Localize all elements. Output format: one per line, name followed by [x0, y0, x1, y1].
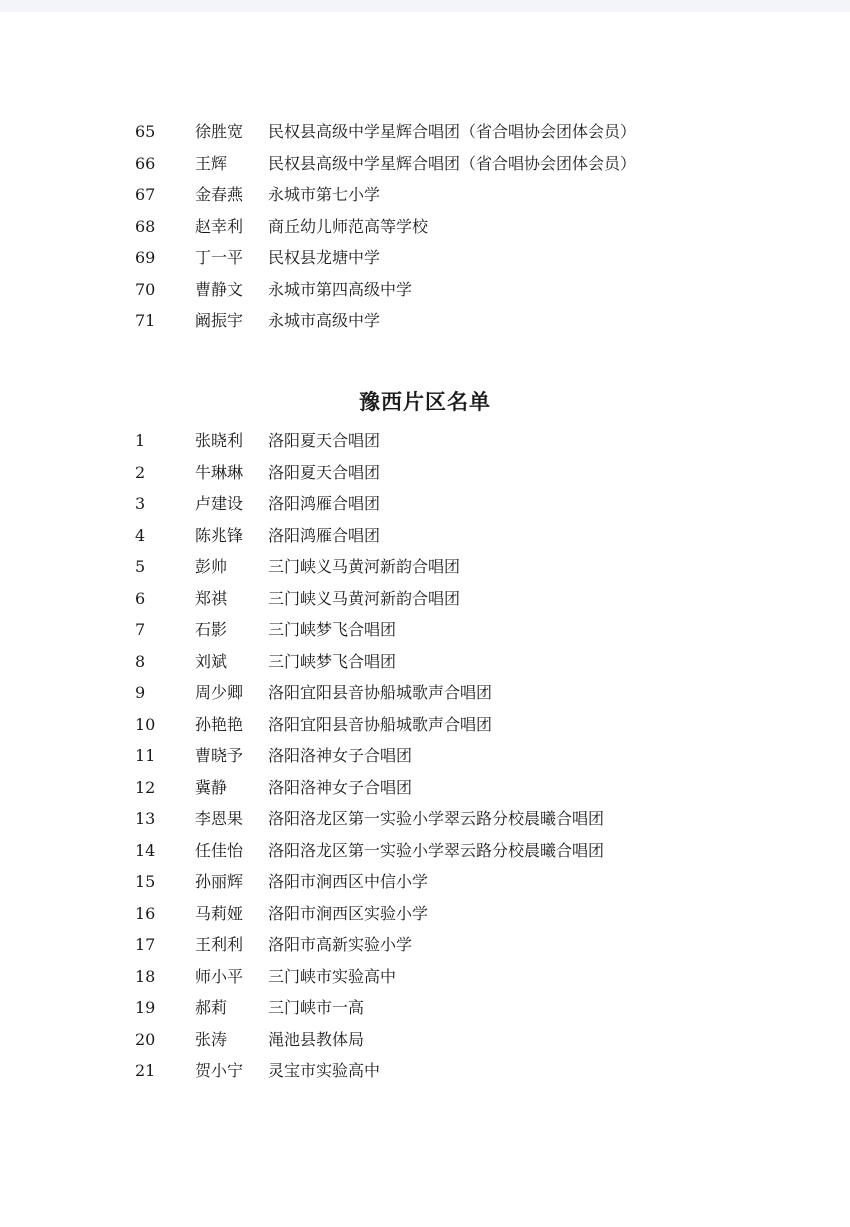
row-number: 6 — [135, 588, 146, 608]
table-row — [0, 614, 850, 646]
table-row — [0, 866, 850, 898]
member-name: 丁一平 — [195, 248, 244, 267]
table-row — [0, 1055, 850, 1087]
table-row — [0, 211, 850, 243]
member-name: 孙艳艳 — [195, 714, 244, 734]
row-number: 68 — [135, 216, 156, 236]
member-organization: 三门峡梦飞合唱团 — [268, 651, 397, 671]
member-organization: 民权县高级中学星辉合唱团（省合唱协会团体会员） — [268, 122, 637, 141]
member-organization: 洛阳宜阳县音协船城歌声合唱团 — [268, 683, 493, 702]
row-number: 70 — [135, 279, 156, 299]
table-row — [0, 835, 850, 867]
section-title: 豫西片区名单 — [359, 390, 491, 414]
row-number: 9 — [135, 683, 146, 702]
member-organization: 民权县高级中学星辉合唱团（省合唱协会团体会员） — [268, 153, 637, 173]
member-organization: 永城市第七小学 — [268, 185, 381, 204]
row-number: 5 — [135, 557, 146, 576]
row-number: 2 — [135, 462, 146, 482]
row-number: 4 — [135, 525, 146, 545]
row-number: 12 — [135, 777, 156, 797]
member-name: 金春燕 — [195, 185, 244, 204]
table-row — [0, 772, 850, 804]
member-name: 孙丽辉 — [195, 872, 244, 891]
member-name: 张晓利 — [195, 431, 244, 450]
member-name: 师小平 — [195, 966, 244, 986]
member-name: 赵幸利 — [195, 216, 244, 236]
member-organization: 三门峡梦飞合唱团 — [268, 620, 397, 639]
member-name: 曹静文 — [195, 279, 244, 299]
member-name: 彭帅 — [195, 557, 228, 576]
member-organization: 洛阳洛龙区第一实验小学翠云路分校晨曦合唱团 — [268, 809, 605, 828]
member-name: 王利利 — [195, 935, 244, 954]
member-name: 郑祺 — [195, 588, 228, 608]
table-row — [0, 803, 850, 835]
member-organization: 永城市高级中学 — [268, 311, 381, 330]
table-row — [0, 425, 850, 457]
member-organization: 洛阳鸿雁合唱团 — [268, 494, 381, 513]
table-row — [0, 929, 850, 961]
member-organization: 永城市第四高级中学 — [268, 279, 413, 299]
row-number: 21 — [135, 1061, 156, 1080]
row-number: 14 — [135, 840, 156, 860]
row-number: 13 — [135, 809, 156, 828]
member-name: 郝莉 — [195, 998, 228, 1017]
table-row — [0, 457, 850, 489]
member-name: 任佳怡 — [195, 840, 244, 860]
member-organization: 三门峡市实验高中 — [268, 966, 397, 986]
member-organization: 洛阳市涧西区实验小学 — [268, 903, 429, 923]
row-number: 65 — [135, 122, 156, 141]
member-organization: 洛阳夏天合唱团 — [268, 431, 381, 450]
table-row — [0, 961, 850, 993]
member-name: 马莉娅 — [195, 903, 244, 923]
member-organization: 三门峡市一高 — [268, 998, 365, 1017]
member-list-yuxi — [0, 425, 850, 1087]
member-organization: 洛阳洛神女子合唱团 — [268, 777, 413, 797]
member-name: 陈兆锋 — [195, 525, 244, 545]
row-number: 20 — [135, 1029, 156, 1049]
table-row — [0, 551, 850, 583]
table-row — [0, 677, 850, 709]
table-row — [0, 520, 850, 552]
row-number: 1 — [135, 431, 146, 450]
table-row — [0, 740, 850, 772]
member-name: 曹晓予 — [195, 746, 244, 765]
member-name: 牛琳琳 — [195, 462, 244, 482]
row-number: 11 — [135, 746, 156, 765]
table-row — [0, 116, 850, 148]
member-name: 阚振宇 — [195, 311, 244, 330]
table-row — [0, 179, 850, 211]
row-number: 17 — [135, 935, 156, 954]
member-organization: 民权县龙塘中学 — [268, 248, 381, 267]
table-row — [0, 898, 850, 930]
row-number: 16 — [135, 903, 156, 923]
member-name: 石影 — [195, 620, 228, 639]
table-row — [0, 992, 850, 1024]
table-row — [0, 583, 850, 615]
row-number: 8 — [135, 651, 146, 671]
row-number: 10 — [135, 714, 156, 734]
member-name: 刘斌 — [195, 651, 228, 671]
table-row — [0, 646, 850, 678]
member-organization: 洛阳市高新实验小学 — [268, 935, 413, 954]
table-row — [0, 1024, 850, 1056]
table-row — [0, 709, 850, 741]
member-name: 张涛 — [195, 1029, 228, 1049]
row-number: 69 — [135, 248, 156, 267]
member-name: 贺小宁 — [195, 1061, 244, 1080]
table-row — [0, 488, 850, 520]
member-name: 王辉 — [195, 153, 228, 173]
row-number: 15 — [135, 872, 156, 891]
member-name: 徐胜宽 — [195, 122, 244, 141]
row-number: 66 — [135, 153, 156, 173]
member-name: 周少卿 — [195, 683, 244, 702]
table-row — [0, 305, 850, 337]
member-organization: 三门峡义马黄河新韵合唱团 — [268, 557, 461, 576]
member-organization: 洛阳洛龙区第一实验小学翠云路分校晨曦合唱团 — [268, 840, 605, 860]
member-organization: 洛阳市涧西区中信小学 — [268, 872, 429, 891]
member-name: 卢建设 — [195, 494, 244, 513]
table-row — [0, 148, 850, 180]
member-list-continued — [0, 116, 850, 337]
member-organization: 三门峡义马黄河新韵合唱团 — [268, 588, 461, 608]
row-number: 3 — [135, 494, 146, 513]
row-number: 18 — [135, 966, 156, 986]
member-organization: 灵宝市实验高中 — [268, 1061, 381, 1080]
row-number: 71 — [135, 311, 156, 330]
member-name: 李恩果 — [195, 809, 244, 828]
table-row — [0, 274, 850, 306]
member-organization: 洛阳宜阳县音协船城歌声合唱团 — [268, 714, 493, 734]
member-organization: 商丘幼儿师范高等学校 — [268, 216, 429, 236]
member-name: 冀静 — [195, 777, 228, 797]
member-organization: 渑池县教体局 — [268, 1029, 365, 1049]
row-number: 19 — [135, 998, 156, 1017]
row-number: 7 — [135, 620, 146, 639]
member-organization: 洛阳鸿雁合唱团 — [268, 525, 381, 545]
table-row — [0, 242, 850, 274]
member-organization: 洛阳洛神女子合唱团 — [268, 746, 413, 765]
row-number: 67 — [135, 185, 156, 204]
member-organization: 洛阳夏天合唱团 — [268, 462, 381, 482]
